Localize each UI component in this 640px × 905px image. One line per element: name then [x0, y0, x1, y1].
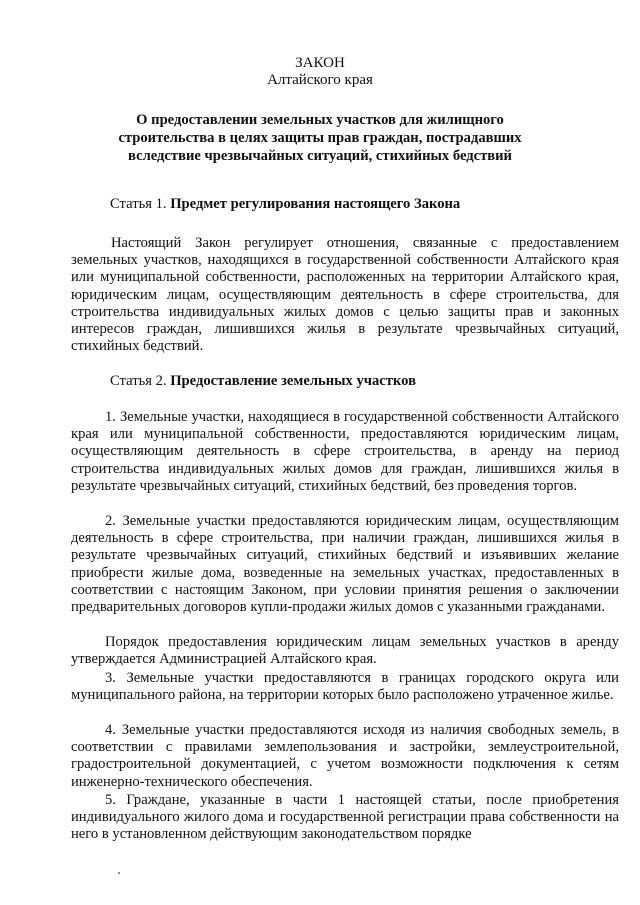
article-1-title: Предмет регулирования настоящего Закона — [170, 196, 461, 212]
article-1-text: Настоящий Закон регулирует отношения, связанные с предоставлением земельных участков, находящихся в государственной собственности Алтайского края или муниципальной собственности, расположенных на территории Алтайского края, юридическим лицам, осуществляющим деятельность в сфере строительства, для строительства индивидуальных жилых домов с целью защиты прав и законных интересов граждан, лишившихся жилья в результате чрезвычайных ситуаций, стихийных бедствий. — [71, 235, 619, 355]
law-subtitle: О предоставлении земельных участков для жилищного строительства в целях защиты прав граждан, пострадавших вследствие чрезвычайных ситуаций, стихийных бедствий — [118, 112, 522, 164]
article-2-part-4: 4. Земельные участки предоставляются исходя из наличия свободных земель, в соответствии с правилами землепользования и застройки, землеустроительной, градостроительной документацией, с учетом возможности подключения к сетям инженерно-технического обеспечения. — [71, 722, 619, 790]
article-1-number: Статья 1. — [110, 196, 167, 212]
article-2-heading — [110, 373, 416, 390]
article-2-number: Статья 2. — [110, 373, 167, 389]
article-2-part-2-order: Порядок предоставления юридическим лицам земельных участков в аренду утверждается Администрацией Алтайского края. — [71, 634, 619, 668]
article-2-part-5: 5. Граждане, указанные в части 1 настоящей статьи, после приобретения индивидуального жилого дома и государственной регистрации права собственности на него в установленном действующим законодательством порядке — [71, 792, 619, 843]
document-type-title: ЗАКОН — [295, 55, 345, 71]
article-2-part-3: 3. Земельные участки предоставляются в границах городского округа или муниципального района, на территории которых было расположено утраченное жилье. — [71, 670, 619, 704]
article-2-part-1: 1. Земельные участки, находящиеся в государственной собственности Алтайского края или муниципальной собственности, предоставляются юридическим лицам, осуществляющим деятельность в сфере строительства, в аренду на период строительства индивидуальных жилых домов для граждан, лишившихся жилья в результате чрезвычайных ситуаций, стихийных бедствий, без проведения торгов. — [71, 409, 619, 494]
article-2-title: Предоставление земельных участков — [170, 373, 416, 389]
article-1-heading — [110, 196, 460, 213]
region-title: Алтайского края — [267, 72, 373, 88]
scan-speck — [118, 872, 120, 874]
article-2-part-2: 2. Земельные участки предоставляются юридическим лицам, осуществляющим деятельность в сфере строительства, при наличии граждан, лишившихся жилья в результате чрезвычайных ситуаций, стихийных бедствий и изъявивших желание приобрести жилые дома, возведенные на земельных участках, предоставленных в соответствии с настоящим Законом, при условии принятия решения о заключении предварительных договоров купли-продажи жилых домов с указанными гражданами. — [71, 513, 619, 616]
